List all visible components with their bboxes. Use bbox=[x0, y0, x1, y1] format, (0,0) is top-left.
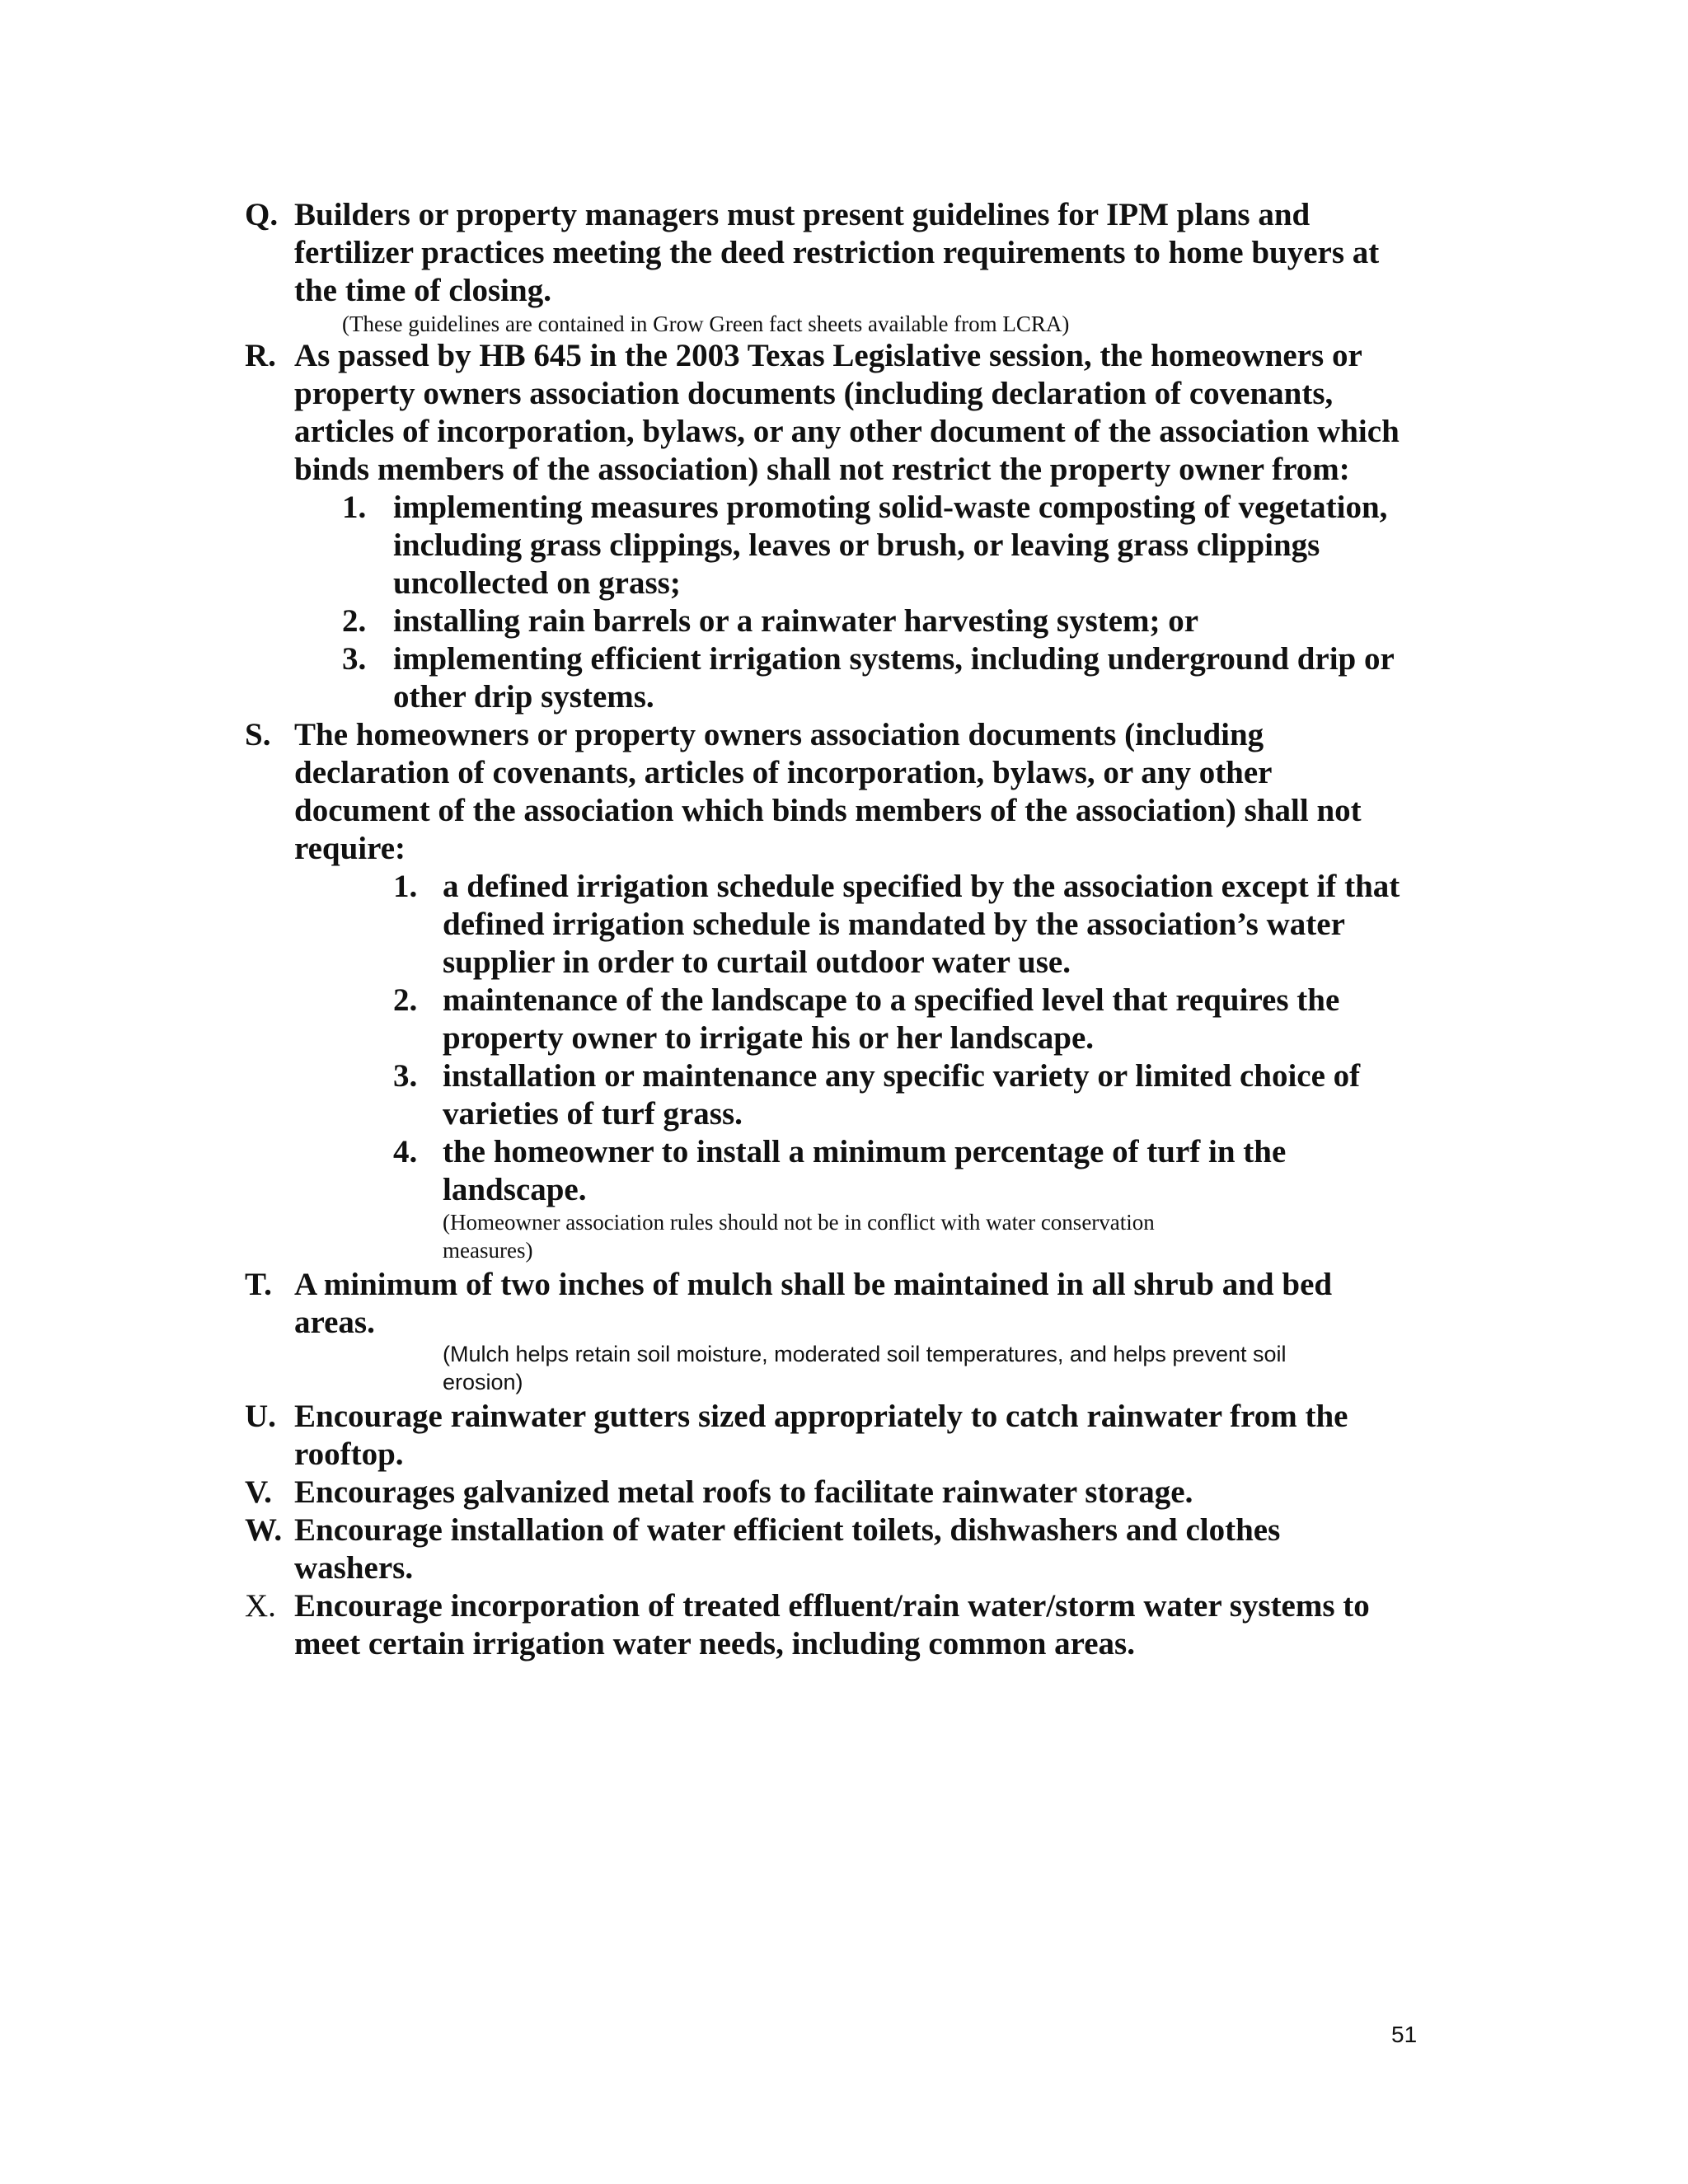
sub-item-number: 2. bbox=[342, 603, 367, 639]
item-label: Q. bbox=[245, 197, 279, 232]
text-line: implementing efficient irrigation systems, including underground drip or bbox=[393, 641, 1395, 677]
text-line: binds members of the association) shall not restrict the property owner from: bbox=[294, 452, 1350, 487]
item-text bbox=[294, 1511, 1280, 1587]
item-text bbox=[294, 716, 1362, 868]
item-text bbox=[294, 196, 1379, 310]
text-line: washers. bbox=[294, 1550, 414, 1586]
item-text bbox=[294, 337, 1400, 489]
item-label: S. bbox=[245, 717, 271, 752]
text-line: other drip systems. bbox=[393, 679, 654, 715]
item-label: U. bbox=[245, 1399, 276, 1434]
text-line: varieties of turf grass. bbox=[443, 1096, 743, 1132]
note-line: measures) bbox=[443, 1238, 533, 1263]
text-line: declaration of covenants, articles of incorporation, bylaws, or any other bbox=[294, 755, 1273, 790]
text-line: implementing measures promoting solid-waste composting of vegetation, bbox=[393, 490, 1388, 525]
item-text bbox=[294, 1398, 1348, 1474]
sub-item-number: 1. bbox=[342, 490, 367, 525]
text-line: Encourages galvanized metal roofs to facilitate rainwater storage. bbox=[294, 1474, 1193, 1510]
text-line: rooftop. bbox=[294, 1436, 404, 1472]
item-text bbox=[294, 1474, 1193, 1511]
note-q bbox=[342, 310, 1069, 338]
sub-item-number: 4. bbox=[393, 1134, 418, 1169]
item-text bbox=[294, 1587, 1370, 1663]
sub-item-text bbox=[393, 602, 1198, 640]
note-line: (Homeowner association rules should not be in conflict with water conservation bbox=[443, 1210, 1155, 1235]
sub-item-text bbox=[443, 1057, 1360, 1133]
text-line: including grass clippings, leaves or brush, or leaving grass clippings bbox=[393, 527, 1320, 563]
text-line: require: bbox=[294, 831, 406, 866]
sub-item-text bbox=[393, 489, 1387, 602]
text-line: A minimum of two inches of mulch shall be maintained in all shrub and bed bbox=[294, 1267, 1333, 1302]
text-line: installation or maintenance any specific variety or limited choice of bbox=[443, 1058, 1361, 1094]
text-line: defined irrigation schedule is mandated by the association’s water bbox=[443, 907, 1345, 942]
note-line: (Mulch helps retain soil moisture, moderated soil temperatures, and helps prevent soil bbox=[443, 1342, 1287, 1366]
note-line: erosion) bbox=[443, 1370, 523, 1394]
text-line: Encourage incorporation of treated effluent/rain water/storm water systems to bbox=[294, 1588, 1370, 1624]
note-s bbox=[443, 1208, 1155, 1264]
item-label: T. bbox=[245, 1267, 272, 1302]
item-label: V. bbox=[245, 1474, 272, 1510]
text-line: document of the association which binds members of the association) shall not bbox=[294, 793, 1362, 828]
text-line: the time of closing. bbox=[294, 273, 551, 308]
text-line: The homeowners or property owners association documents (including bbox=[294, 717, 1264, 752]
item-label: W. bbox=[245, 1512, 283, 1548]
text-line: uncollected on grass; bbox=[393, 565, 681, 601]
text-line: installing rain barrels or a rainwater harvesting system; or bbox=[393, 603, 1199, 639]
note-line: (These guidelines are contained in Grow Green fact sheets available from LCRA) bbox=[342, 312, 1070, 336]
text-line: maintenance of the landscape to a specified level that requires the bbox=[443, 982, 1340, 1018]
text-line: meet certain irrigation water needs, including common areas. bbox=[294, 1626, 1135, 1661]
text-line: fertilizer practices meeting the deed restriction requirements to home buyers at bbox=[294, 235, 1380, 270]
sub-item-text bbox=[443, 1133, 1286, 1209]
item-label: X. bbox=[245, 1588, 276, 1624]
sub-item-text bbox=[393, 640, 1395, 716]
note-t bbox=[443, 1340, 1287, 1396]
text-line: the homeowner to install a minimum percentage of turf in the bbox=[443, 1134, 1287, 1169]
text-line: Encourage rainwater gutters sized appropriately to catch rainwater from the bbox=[294, 1399, 1348, 1434]
page-number: 51 bbox=[1391, 2022, 1418, 2047]
text-line: landscape. bbox=[443, 1172, 587, 1207]
text-line: property owners association documents (including declaration of covenants, bbox=[294, 376, 1334, 411]
text-line: Encourage installation of water efficient toilets, dishwashers and clothes bbox=[294, 1512, 1281, 1548]
text-line: areas. bbox=[294, 1305, 375, 1340]
text-line: Builders or property managers must present guidelines for IPM plans and bbox=[294, 197, 1311, 232]
text-line: property owner to irrigate his or her landscape. bbox=[443, 1020, 1095, 1056]
text-line: articles of incorporation, bylaws, or any other document of the association which bbox=[294, 414, 1400, 449]
item-label: R. bbox=[245, 338, 276, 373]
text-line: supplier in order to curtail outdoor water use. bbox=[443, 944, 1071, 980]
sub-item-number: 3. bbox=[393, 1058, 418, 1094]
sub-item-text bbox=[443, 868, 1400, 982]
text-line: As passed by HB 645 in the 2003 Texas Legislative session, the homeowners or bbox=[294, 338, 1362, 373]
sub-item-number: 3. bbox=[342, 641, 367, 677]
sub-item-text bbox=[443, 982, 1339, 1057]
sub-item-number: 1. bbox=[393, 869, 418, 904]
text-line: a defined irrigation schedule specified by the association except if that bbox=[443, 869, 1400, 904]
item-text bbox=[294, 1266, 1332, 1342]
sub-item-number: 2. bbox=[393, 982, 418, 1018]
